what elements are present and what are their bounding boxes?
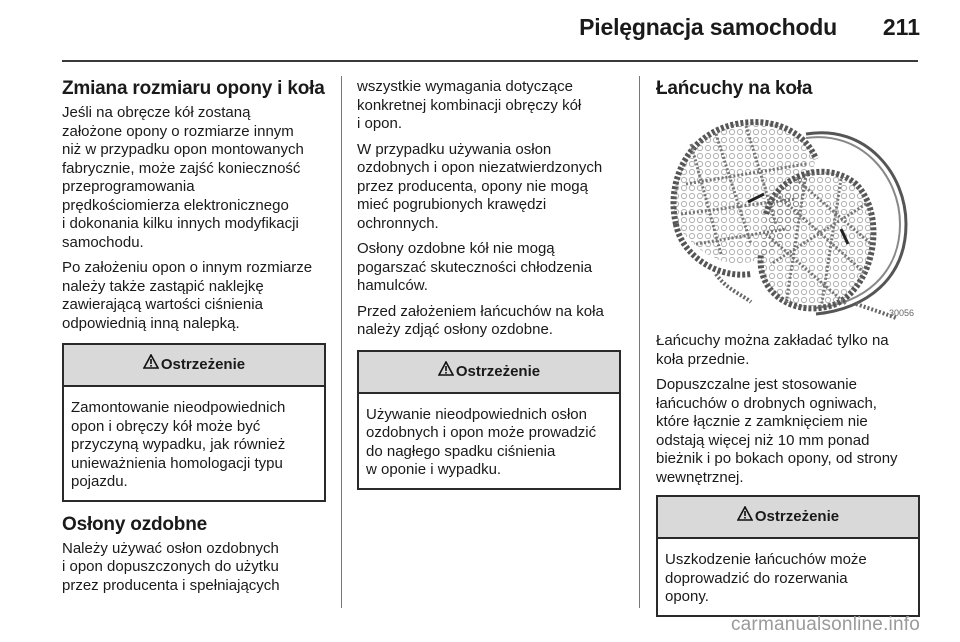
text-line: Łańcuchy można zakładać tylko na [656,332,889,349]
text-line: wszystkie wymagania dotyczące [357,78,573,95]
text-line: mieć pogrubionych krawędzi [357,196,547,213]
text-line: i dokonania kilku innych modyfikacji [62,215,299,232]
warning-text [64,387,324,500]
text-line: i opon dopuszczonych do użytku [62,558,279,575]
text-line: wewnętrznej. [656,468,744,486]
text-line: zawierającą wartości ciśnienia [62,296,263,313]
text-line: konkretnej kombinacji obręczy kół [357,96,582,114]
text-line: pojazdu. [71,473,128,490]
image-code: 30056 [888,307,914,318]
column-divider [341,76,342,608]
warning-text [658,539,918,615]
paragraph [656,332,921,369]
text-line: Należy używać osłon ozdobnych [62,539,279,557]
text-line: należy także zastąpić naklejkę [62,277,264,295]
column-divider [639,76,640,608]
text-line: Jeśli na obręcze kół zostaną [62,104,251,121]
text-line: hamulców. [357,277,428,294]
text-line: Osłony ozdobne kół nie mogą [357,240,555,257]
text-line: opon i obręczy kół może być [71,417,261,435]
text-line: które łącznie z zamknięciem nie [656,413,868,430]
warning-title: Ostrzeżenie [455,362,541,380]
text-line: w oponie i wypadku. [366,461,502,478]
warning-title: Ostrzeżenie [754,508,840,525]
paragraph [62,259,327,333]
warning-title: Ostrzeżenie [160,356,246,373]
warning-triangle-icon [737,497,753,537]
text-line: ozdobnych i opon niezatwierdzonych [357,159,603,176]
text-line: przeprogramowania [62,178,195,195]
text-line: Po założeniu opon o innym rozmiarze [62,259,313,276]
text-line: Używanie nieodpowiednich osłon [366,405,587,423]
text-line: przez producenta i spełniających [62,576,280,594]
column-1 [62,78,327,602]
text-line: bieżnik i po bokach opony, od strony [656,450,898,467]
warning-text [359,394,619,488]
paragraph [357,78,625,134]
text-line: samochodu. [62,233,144,251]
text-line: należy zdjąć osłony ozdobne. [357,321,553,338]
warning-triangle-icon [143,345,159,385]
page-number: 211 [882,14,920,40]
text-line: W przypadku używania osłon [357,140,552,158]
text-line: koła przednie. [656,350,750,368]
text-line: prędkościomierza elektronicznego [62,196,289,214]
text-line: Uszkodzenie łańcuchów może [665,551,867,568]
section-heading-tyre-size: Zmiana rozmiaru opony i koła [62,78,325,99]
warning-header [64,345,324,387]
paragraph [357,303,625,340]
text-line: przez producenta, opony nie mogą [357,177,588,195]
snow-chains-drawing [656,104,916,326]
warning-header [359,352,619,394]
warning-header [658,497,918,539]
text-line: pogarszać skuteczności chłodzenia [357,258,593,276]
text-line: Dopuszczalne jest stosowanie [656,376,857,393]
text-line: założone opony o rozmiarze innym [62,122,294,140]
page-header [0,0,960,62]
text-line: opony. [665,588,709,605]
paragraph [656,376,921,487]
warning-triangle-icon [438,352,454,392]
text-line: odstają więcej niż 10 mm ponad [656,431,870,449]
watermark-link[interactable]: carmanualsonline.info [730,614,920,635]
text-line: Zamontowanie nieodpowiednich [71,399,286,416]
text-line: odpowiednią inną nalepką. [62,314,240,332]
paragraph [62,540,327,596]
column-3 [656,78,921,617]
snow-chains-illustration [656,104,916,326]
header-rule [62,60,918,62]
text-line: przyczyną wypadku, jak również [71,436,286,453]
text-line: Przed założeniem łańcuchów na koła [357,302,604,320]
warning-box [62,343,326,502]
text-line: i opon. [357,115,403,132]
text-line: unieważnienia homologacji typu [71,454,283,472]
section-heading-covers: Osłony ozdobne [62,513,207,535]
text-line: ochronnych. [357,214,439,232]
text-line: fabrycznie, może zajść konieczność [62,159,301,177]
paragraph [357,240,625,296]
section-heading-chains: Łańcuchy na koła [656,78,813,99]
text-line: doprowadzić do rozerwania [665,569,848,587]
text-line: do nagłego spadku ciśnienia [366,442,556,460]
text-line: łańcuchów o drobnych ogniwach, [656,394,877,412]
column-2 [357,78,625,490]
warning-box [357,350,621,490]
paragraph [62,104,327,252]
text-line: niż w przypadku opon montowanych [62,141,304,158]
warning-box [656,495,920,617]
header-title: Pielęgnacja samochodu [579,14,837,40]
paragraph [357,141,625,234]
text-line: ozdobnych i opon może prowadzić [366,424,597,441]
